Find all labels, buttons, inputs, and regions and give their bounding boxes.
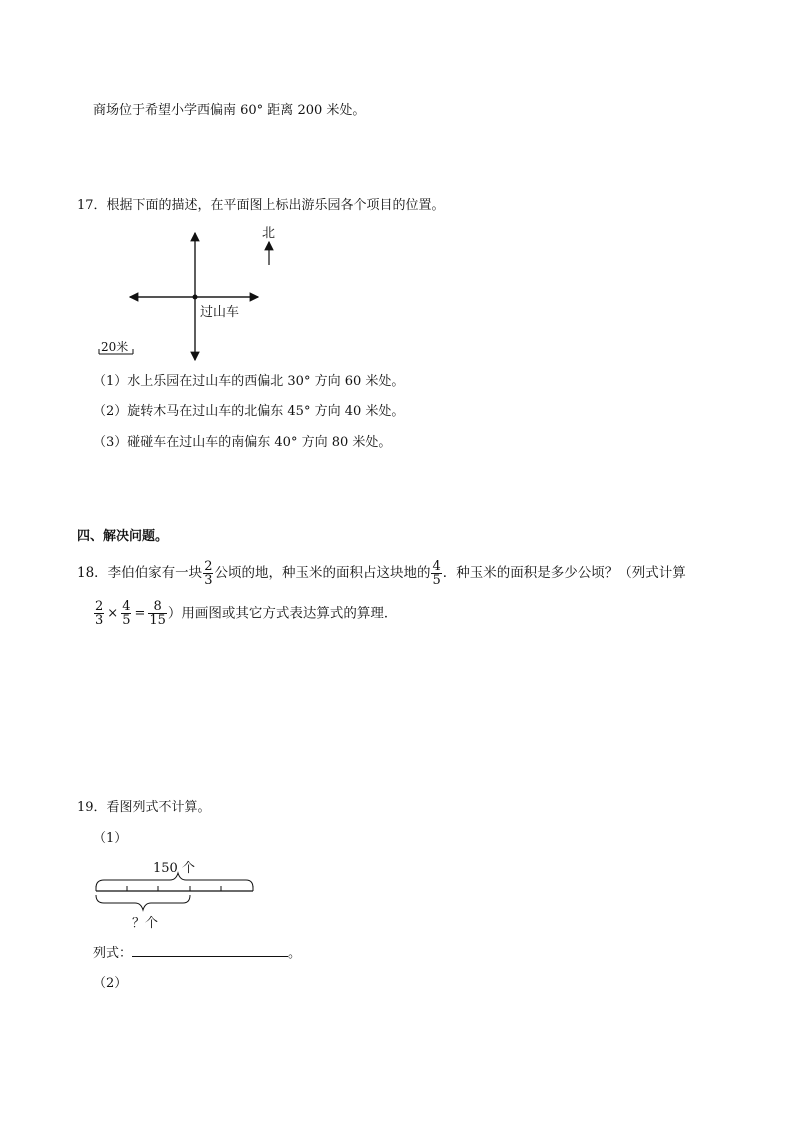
q18-text-2: 公顷的地，种玉米的面积占这块地的 xyxy=(214,565,431,581)
amusement-park-map xyxy=(90,225,390,365)
q17-item-3: （3）碰碰车在过山车的南偏东 40° 方向 80 米处。 xyxy=(93,435,392,450)
eq-fraction-b: $\frac{4}{5}$ xyxy=(122,599,131,628)
q19-title: 19．看图列式不计算。 xyxy=(77,800,211,815)
q19-formula xyxy=(93,944,301,963)
q18-line-2 xyxy=(93,600,397,627)
times-sign: × xyxy=(107,605,119,621)
q17-item-2: （2）旋转木马在过山车的北偏东 45° 方向 40 米处。 xyxy=(93,404,405,419)
formula-end: 。 xyxy=(288,946,302,961)
bottom-brace xyxy=(96,895,190,910)
section-4-title: 四、解决问题。 xyxy=(77,529,169,544)
top-brace-label: 150 个 xyxy=(153,861,195,876)
fraction-2-3: $\frac{2}{3}$ xyxy=(204,559,213,588)
formula-label: 列式： xyxy=(93,946,133,961)
eq-fraction-c: $\frac{8}{15}$ xyxy=(149,599,166,628)
q18-text-4: ）用画图或其它方式表达算式的算理． xyxy=(167,605,398,622)
q18-line-1 xyxy=(77,560,686,587)
scale-label: 20米 xyxy=(101,340,129,354)
q17-title: 17．根据下面的描述，在平面图上标出游乐园各个项目的位置。 xyxy=(77,198,445,213)
q18-text-3: ．种玉米的面积是多少公顷？（列式计算 xyxy=(442,565,686,581)
segment-diagram xyxy=(90,855,270,935)
center-label: 过山车 xyxy=(200,305,240,320)
north-label: 北 xyxy=(262,226,276,241)
eq-fraction-a: $\frac{2}{3}$ xyxy=(95,599,104,628)
q17-item-1: （1）水上乐园在过山车的西偏北 30° 方向 60 米处。 xyxy=(93,374,405,389)
q16-answer: 商场位于希望小学西偏南 60° 距离 200 米处。 xyxy=(93,103,366,118)
center-point xyxy=(193,295,198,300)
q18-text-1: 18．李伯伯家有一块 xyxy=(77,565,203,581)
equals-sign: = xyxy=(134,605,146,621)
bottom-brace-label: ？个 xyxy=(132,916,159,931)
fraction-4-5: $\frac{4}{5}$ xyxy=(432,559,441,588)
q19-sub-1: （1） xyxy=(93,831,128,846)
formula-blank[interactable] xyxy=(132,944,288,957)
q19-sub-2: （2） xyxy=(93,976,128,991)
